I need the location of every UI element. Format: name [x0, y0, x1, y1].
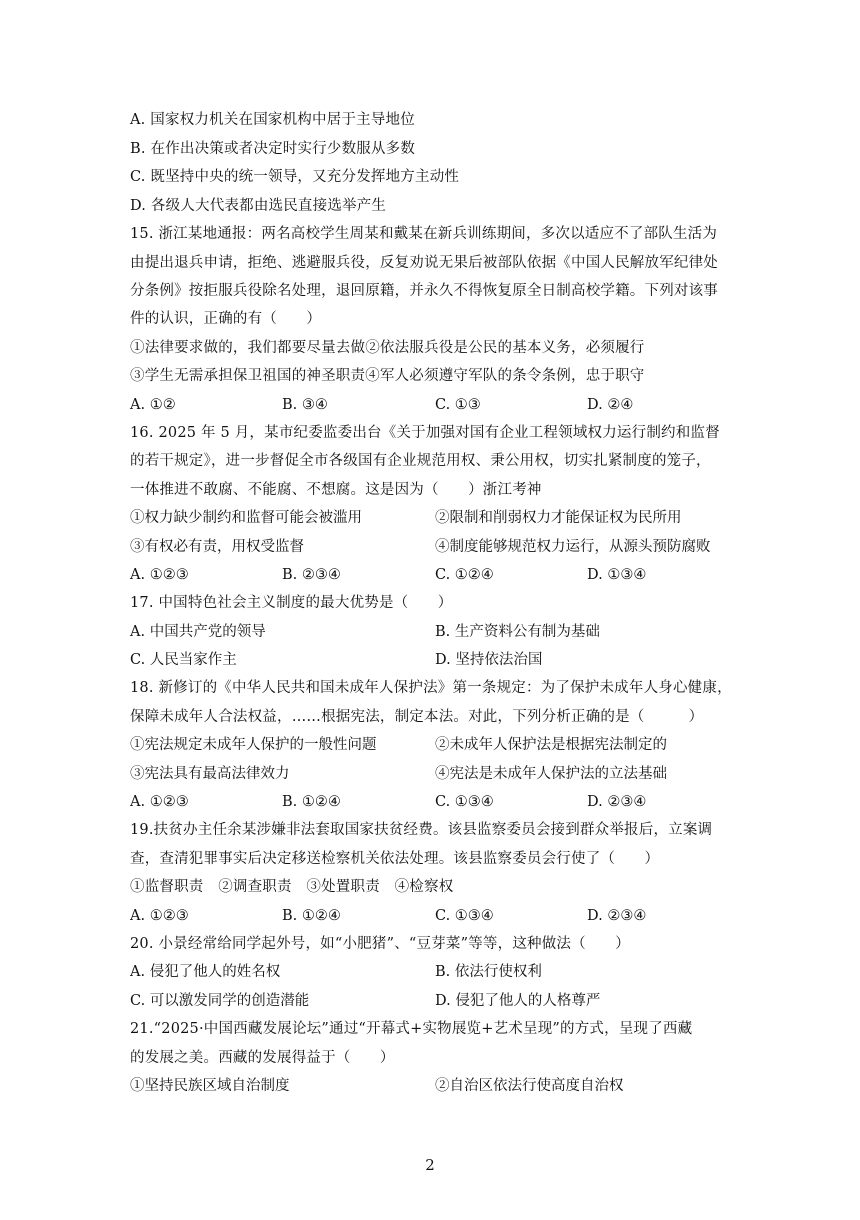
q16-item-4: ④制度能够规范权力运行，从源头预防腐败	[435, 539, 711, 555]
q16-option-c: C. ①②④	[435, 567, 494, 583]
q16-stem-line-1: 16. 2025 年 5 月，某市纪委监委出台《关于加强对国有企业工程领域权力运行制约和监督	[130, 425, 720, 441]
q21-item-1: ①坚持民族区域自治制度	[130, 1078, 290, 1094]
q19-option-d: D. ②③④	[587, 908, 647, 924]
q20-option-c: C. 可以激发同学的创造潜能	[130, 993, 310, 1009]
q15-item-row-1: ①法律要求做的，我们都要尽量去做②依法服兵役是公民的基本义务，必须履行	[130, 340, 645, 356]
q21-stem-line-2: 的发展之美。西藏的发展得益于（ ）	[130, 1050, 395, 1066]
q16-item-2: ②限制和削弱权力才能保证权为民所用	[435, 510, 682, 526]
q14-option-d: D. 各级人大代表都由选民直接选举产生	[130, 198, 387, 214]
q18-item-1: ①宪法规定未成年人保护的一般性问题	[130, 737, 377, 753]
q21-item-2: ②自治区依法行使高度自治权	[435, 1078, 624, 1094]
q15-option-d: D. ②④	[587, 397, 634, 413]
q16-option-b: B. ②③④	[282, 567, 341, 583]
q15-stem-line-3: 分条例》按拒服兵役除名处理，退回原籍，并永久不得恢复原全日制高校学籍。下列对该事	[130, 283, 718, 299]
q18-item-4: ④宪法是未成年人保护法的立法基础	[435, 766, 667, 782]
q15-option-b: B. ③④	[282, 397, 328, 413]
q19-stem-line-2: 查，查清犯罪事实后决定移送检察机关依法处理。该县监察委员会行使了（ ）	[130, 851, 660, 867]
q17-stem: 17. 中国特色社会主义制度的最大优势是（ ）	[130, 595, 453, 611]
q19-stem-line-1: 19.扶贫办主任余某涉嫌非法套取国家扶贫经费。该县监察委员会接到群众举报后，立案调	[130, 822, 713, 838]
q15-item-row-2: ③学生无需承担保卫祖国的神圣职责④军人必须遵守军队的条令条例，忠于职守	[130, 368, 645, 384]
q15-stem-line-4: 件的认识，正确的有（ ）	[130, 311, 322, 327]
q18-option-c: C. ①③④	[435, 794, 494, 810]
page-number: 2	[425, 1156, 435, 1174]
q15-option-a: A. ①②	[130, 397, 176, 413]
q18-stem-line-2: 保障未成年人合法权益，……根据宪法，制定本法。对此，下列分析正确的是（ ）	[130, 709, 704, 725]
q17-option-c: C. 人民当家作主	[130, 652, 237, 668]
q17-option-b: B. 生产资料公有制为基础	[435, 624, 600, 640]
q19-option-c: C. ①③④	[435, 908, 494, 924]
q19-option-a: A. ①②③	[130, 908, 189, 924]
q15-stem-line-2: 由提出退兵申请，拒绝、逃避服兵役，反复劝说无果后被部队依据《中国人民解放军纪律处	[130, 255, 718, 271]
q19-items: ①监督职责 ②调查职责 ③处置职责 ④检察权	[130, 879, 454, 895]
q16-stem-line-2: 的若干规定》，进一步督促全市各级国有企业规范用权、秉公用权，切实扎紧制度的笼子，	[130, 453, 711, 469]
q17-option-d: D. 坚持依法治国	[435, 652, 543, 668]
q18-option-b: B. ①②④	[282, 794, 341, 810]
q20-option-d: D. 侵犯了他人的人格尊严	[435, 993, 601, 1009]
q15-stem-line-1: 15. 浙江某地通报：两名高校学生周某和戴某在新兵训练期间，多次以适应不了部队生活为	[130, 226, 718, 242]
q16-item-3: ③有权必有责，用权受监督	[130, 539, 304, 555]
q20-option-a: A. 侵犯了他人的姓名权	[130, 964, 281, 980]
q16-option-a: A. ①②③	[130, 567, 189, 583]
q18-stem-line-1: 18. 新修订的《中华人民共和国未成年人保护法》第一条规定：为了保护未成年人身心健康，	[130, 680, 732, 696]
q18-option-d: D. ②③④	[587, 794, 647, 810]
q14-option-a: A. 国家权力机关在国家机构中居于主导地位	[130, 112, 415, 128]
q16-option-d: D. ①③④	[587, 567, 647, 583]
q17-option-a: A. 中国共产党的领导	[130, 624, 266, 640]
q14-option-c: C. 既坚持中央的统一领导，又充分发挥地方主动性	[130, 169, 460, 185]
q18-option-a: A. ①②③	[130, 794, 189, 810]
q20-option-b: B. 依法行使权利	[435, 964, 542, 980]
q14-option-b: B. 在作出决策或者决定时实行少数服从多数	[130, 141, 416, 157]
q21-stem-line-1: 21.“2025·中国西藏发展论坛”通过“开幕式+实物展览+艺术呈现”的方式，呈现了西藏	[130, 1021, 693, 1037]
q16-stem-line-3: 一体推进不敢腐、不能腐、不想腐。这是因为（ ）浙江考神	[130, 482, 542, 498]
q20-stem: 20. 小景经常给同学起外号，如“小肥猪”、“豆芽菜”等等，这种做法（ ）	[130, 936, 630, 952]
q18-item-3: ③宪法具有最高法律效力	[130, 766, 290, 782]
q19-option-b: B. ①②④	[282, 908, 341, 924]
q18-item-2: ②未成年人保护法是根据宪法制定的	[435, 737, 667, 753]
q15-option-c: C. ①③	[435, 397, 481, 413]
q16-item-1: ①权力缺少制约和监督可能会被滥用	[130, 510, 362, 526]
